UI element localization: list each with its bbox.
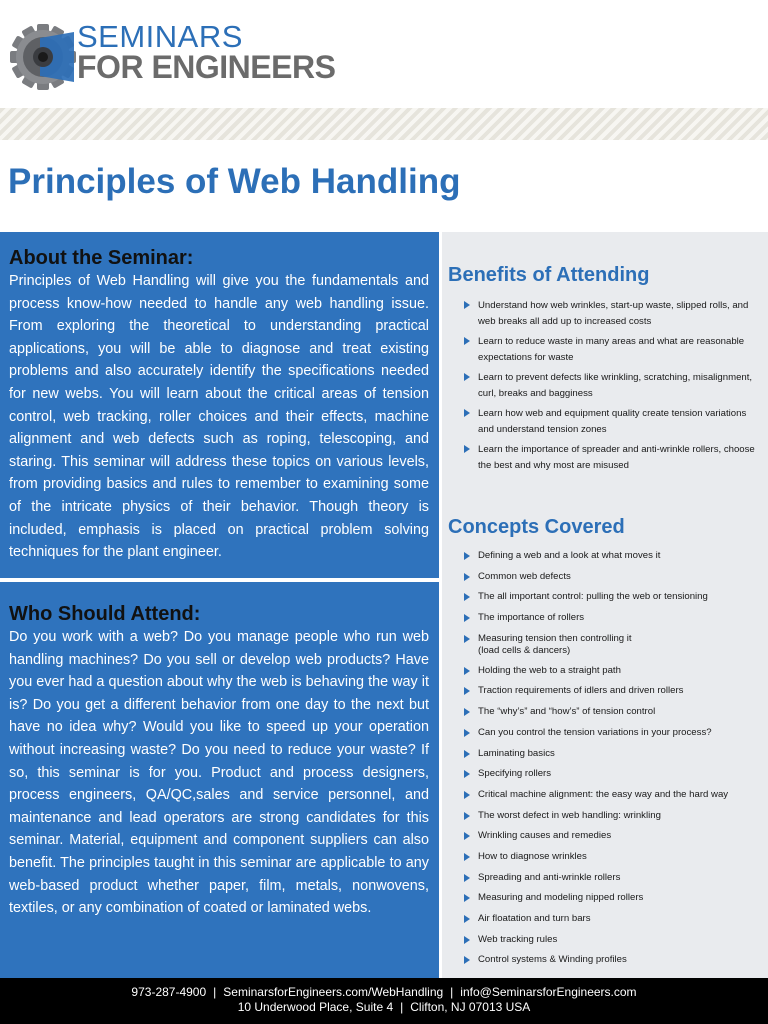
triangle-right-icon [464,708,470,716]
concept-text: Critical machine alignment: the easy way and the hard way [478,788,729,800]
triangle-right-icon [464,956,470,964]
list-item [462,298,762,330]
list-item [462,913,766,934]
footer-separator: | [450,985,454,999]
about-heading: About the Seminar: [9,247,194,269]
concept-text: The all important control: pulling the web or tensioning [478,591,708,603]
list-item [462,768,766,789]
concept-text: How to diagnose wrinkles [478,850,587,862]
concept-text: Defining a web and a look at what moves it [478,550,661,561]
list-item [462,685,766,706]
concept-text: Traction requirements of idlers and driven rollers [478,685,684,697]
triangle-right-icon [464,614,470,622]
footer [0,978,768,1024]
page-title: Principles of Web Handling [8,162,461,201]
who-should-attend-panel [0,582,439,978]
concepts-list [462,550,766,975]
triangle-right-icon [464,874,470,882]
concept-text: The worst defect in web handling: wrinkling [478,809,661,821]
list-item [462,370,762,402]
triangle-right-icon [464,894,470,902]
list-item [462,872,766,893]
concept-text: Spreading and anti-wrinkle rollers [478,871,621,883]
list-item [462,851,766,872]
decorative-stripe-band [0,108,768,140]
triangle-right-icon [464,635,470,643]
list-item [462,789,766,810]
concept-text: Common web defects [478,570,571,582]
about-seminar-panel [0,232,439,578]
footer-email-link[interactable]: info@SeminarsforEngineers.com [460,985,637,999]
who-body: Do you work with a web? Do you manage people who run web handling machines? Do you sell or develop web products? Have you ever had a question about why the web is behaving the way it is? Do you get a different behavior from one day to the next but have no idea why? Would you like to speed up your operation without increasing waste? Do you need to reduce your waste? If so, this seminar is for you. Product and process designers, process engineers, QA/QC,sales and service personnel, and maintenance and lead operators are strong candidates for this seminar. Material, equipment and component suppliers can also benefit. The principles taught in this seminar are applicable to any web-based product whether paper, film, metals, nonwovens, textiles, or any combination of coated or laminated webs. [9,629,429,917]
list-item [462,571,766,592]
list-item [462,706,766,727]
list-item [462,727,766,748]
list-item [462,612,766,633]
benefit-text: Learn to reduce waste in many areas and what are reasonable expectations for waste [478,336,745,363]
concept-text: Control systems & Winding profiles [478,954,627,966]
concept-text: Measuring tension then controlling it (load cells & dancers) [478,632,632,656]
list-item [462,442,762,474]
list-item [462,334,762,366]
footer-url-link[interactable]: SeminarsforEngineers.com/WebHandling [223,985,444,999]
who-heading: Who Should Attend: [9,603,201,625]
triangle-right-icon [464,593,470,601]
benefit-text: Understand how web wrinkles, start-up waste, slipped rolls, and web breaks all add up to increased costs [478,300,749,327]
sidebar-panel [442,232,768,978]
logo-text-for-engineers: FOR ENGINEERS [77,49,336,85]
list-item [462,665,766,686]
list-item [462,591,766,612]
list-item [462,550,766,571]
triangle-right-icon [464,552,470,560]
benefit-text: Learn the importance of spreader and anti-wrinkle rollers, choose the best and why most are misused [478,444,755,471]
benefit-text: Learn to prevent defects like wrinkling, scratching, misalignment, curl, breaks and bagginess [478,372,753,399]
triangle-right-icon [464,729,470,737]
triangle-right-icon [464,337,470,345]
triangle-right-icon [464,573,470,581]
triangle-right-icon [464,915,470,923]
concept-text: Web tracking rules [478,933,558,945]
benefits-heading: Benefits of Attending [448,264,650,286]
benefit-text: Learn how web and equipment quality create tension variations and understand tension zones [478,408,747,435]
concept-text: Wrinkling causes and remedies [478,830,612,842]
triangle-right-icon [464,936,470,944]
triangle-right-icon [464,853,470,861]
concept-text: Air floatation and turn bars [478,913,591,924]
header [0,0,768,108]
list-item [462,934,766,955]
triangle-right-icon [464,301,470,309]
footer-phone[interactable]: 973-287-4900 [131,985,207,999]
concept-text: The “why’s” and “how’s” of tension control [478,706,656,718]
triangle-right-icon [464,812,470,820]
concept-text: Can you control the tension variations in your process? [478,726,712,738]
footer-line-address [0,1000,768,1015]
triangle-right-icon [464,750,470,758]
footer-line-contact [0,985,768,1000]
logo-text-seminars: SEMINARS [77,19,243,54]
triangle-right-icon [464,373,470,381]
gear-film-reel-icon [10,24,76,90]
concept-text: Holding the web to a straight path [478,664,621,676]
concept-text: Laminating basics [478,747,555,759]
benefits-list [462,298,762,478]
triangle-right-icon [464,409,470,417]
triangle-right-icon [464,687,470,695]
list-item [462,892,766,913]
footer-separator: | [213,985,217,999]
concept-text: Measuring and modeling nipped rollers [478,892,644,904]
concept-text: The importance of rollers [478,612,585,624]
list-item [462,810,766,831]
list-item [462,748,766,769]
list-item [462,954,766,975]
list-item [462,633,766,665]
triangle-right-icon [464,445,470,453]
triangle-right-icon [464,770,470,778]
footer-separator: | [400,1000,404,1014]
footer-address-street: 10 Underwood Place, Suite 4 [237,1000,394,1014]
footer-address-city: Clifton, NJ 07013 USA [410,1000,531,1014]
list-item [462,406,762,438]
about-body: Principles of Web Handling will give you the fundamentals and process know-how needed to handle any web handling issue. From exploring the theoretical to understanding practical applications, you will be able to diagnose and treat existing problems and also accurately identify the specifications needed for new webs. You will learn about the critical areas of tension control, web tracking, roller choices and their effects, machine alignment and web defects such as roping, telescoping, and staring. This seminar will address these topics on various levels, from providing basics and rules to remember to examining some of the intricate physics of their behavior. Though theory is included, emphasis is placed on practical problem solving techniques for the plant engineer. [9,273,429,561]
triangle-right-icon [464,791,470,799]
triangle-right-icon [464,667,470,675]
list-item [462,830,766,851]
triangle-right-icon [464,832,470,840]
concepts-heading: Concepts Covered [448,516,625,538]
concept-text: Specifying rollers [478,768,552,780]
